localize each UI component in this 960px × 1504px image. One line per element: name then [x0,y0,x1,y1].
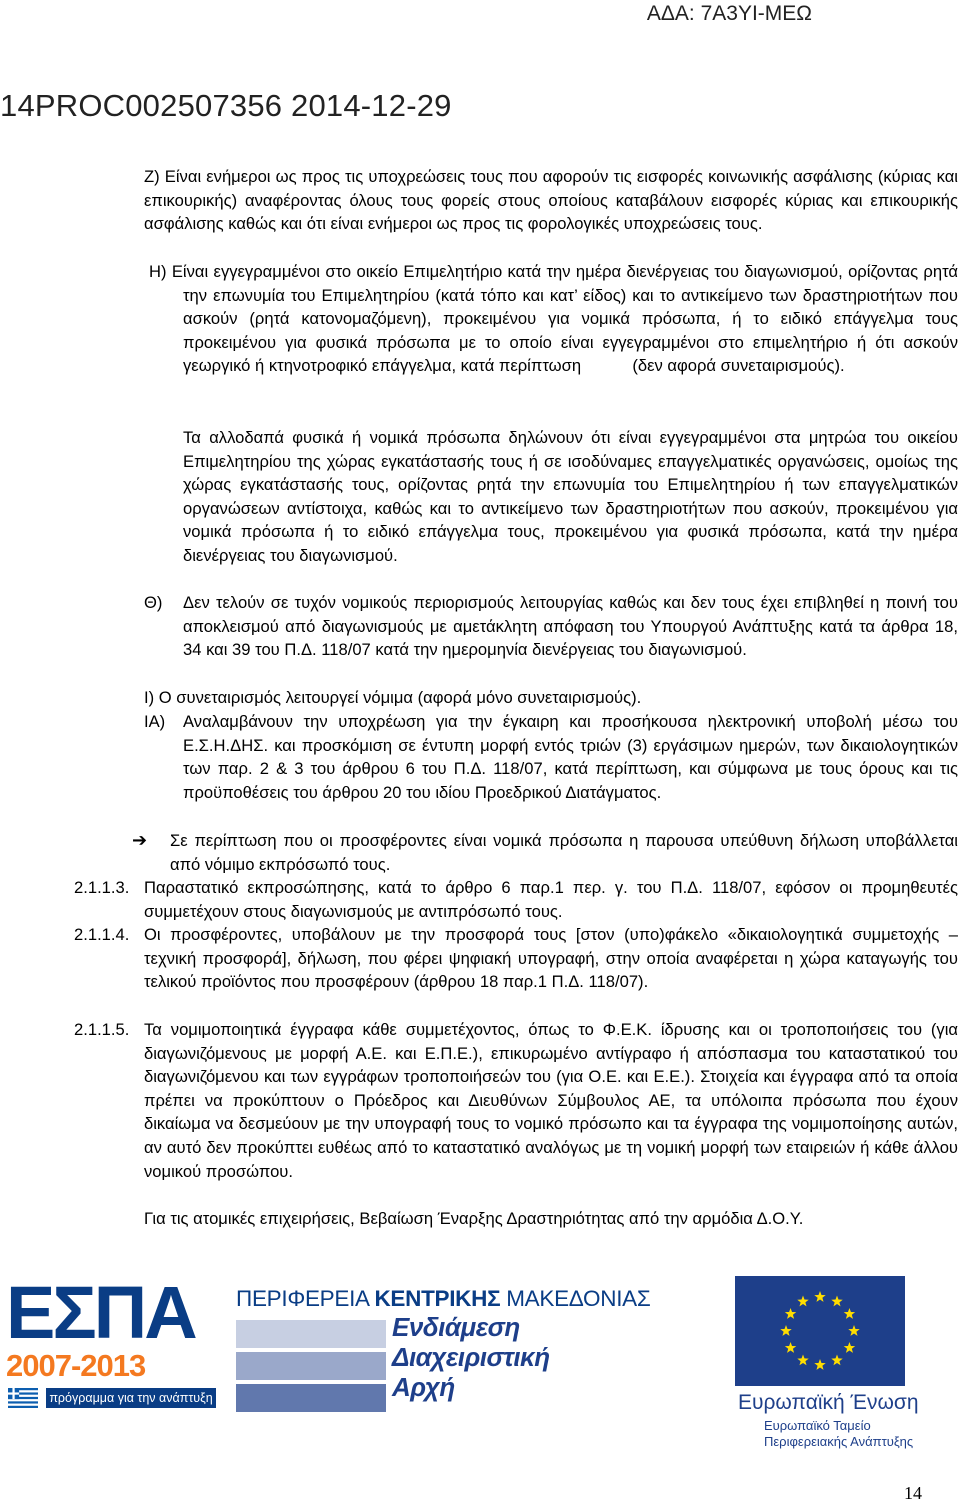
item-theta-label: Θ) [144,593,163,612]
eu-flag-icon [735,1276,905,1386]
item-i: Ι) Ο συνεταιρισμός λειτουργεί νόμιμα (αφορά μόνο συνεταιρισμούς). [144,688,642,707]
item-z: Ζ) Είναι ενήμεροι ως προς τις υποχρεώσεις τους που αφορούν τις εισφορές κοινωνικής ασφάλισης (κύριας και επικουρικής) αναφέροντας όλους τους φορείς στους οποίους καταβάλουν εισφορές κύριας και επικουρικής ασφάλισης καθώς και ότι είναι ενήμεροι ως προς τις φορολογικές υποχρεώσεις τους. [144,167,958,234]
espa-tagline: πρόγραμμα για την ανάπτυξη [46,1388,216,1408]
item-h-text: Η) Είναι εγγεγραμμένοι στο οικείο Επιμελητήριο κατά την ημέρα διενέργειας του διαγωνισμού, ορίζοντας ρητά την επωνυμία του Επιμελητηρίου (κατά τόπο και κατ’ είδος) και το αντικείμενο των δραστηριοτήτων που ασκούν (ρητά κατονομαζόμενη), προκειμένου για νομικά πρόσωπα, ή το ειδικό επάγγελμα τους προκειμένου για φυσικά πρόσωπα με το οποίο είναι εγγεγραμμένοι στο επιμελητήριο ή ότι ασκούν γεωργικό ή κτηνοτροφικό επάγγελμα, κατά περίπτωση [149,262,958,376]
authority-line-2: Διαχειριστική [392,1342,550,1372]
region-title-a: ΠΕΡΙΦΕΡΕΙΑ [236,1286,375,1311]
ada-code: ΑΔΑ: 7Α3ΥΙ-ΜΕΩ [646,2,812,25]
section-number: 2.1.1.4. [74,925,130,944]
section-number: 2.1.1.3. [74,878,130,897]
logo-strip [0,1271,960,1449]
authority-logo-icon [236,1318,386,1414]
region-title-c: ΜΑΚΕΔΟΝΙΑΣ [500,1286,651,1311]
section-number: 2.1.1.5. [74,1020,130,1039]
authority-line-1: Ενδιάμεση [392,1312,520,1342]
authority-line-3: Αρχή [392,1372,455,1402]
espa-logo: ΕΣΠΑ [6,1271,195,1354]
procurement-id: 14PROC002507356 2014-12-29 [0,88,452,123]
item-h-end: συνεταιρισμούς). [720,356,845,376]
page-number: 14 [904,1483,922,1503]
item-theta: Δεν τελούν σε τυχόν νομικούς περιορισμούς λειτουργίας καθώς και δεν τους έχει επιβληθεί η ποινή του αποκλεισμού από διαγωνισμούς με αμετάκλητη απόφαση του Υπουργού Ανάπτυξης κατά τα άρθρα 18, 34 και 39 του Π.Δ. 118/07 κατά την ημερομηνία διενέργειας του διαγωνισμού. [183,593,958,660]
greek-flag-icon [6,1388,40,1408]
arrow-icon: ➔ [132,830,148,850]
item-arrow: Σε περίπτωση που οι προσφέροντες είναι νομικά πρόσωπα η παρουσα υπεύθυνη δήλωση υποβάλλεται από νόμιμο εκπρόσωπό τους. [170,831,958,874]
eu-fund [764,1418,913,1450]
section-text: Οι προσφέροντες, υποβάλουν με την προσφορά τους [στον (υπο)φάκελο «δικαιολογητικά συμμετοχής – τεχνική προσφορά], δήλωση, που φέρει ψηφιακή υπογραφή, στην οποία αναφέρεται η χώρα καταγωγής του τελικού προϊόντος που προσφέρουν (άρθρου 18 παρ.1 Π.Δ. 118/07). [144,925,958,992]
region-title [236,1286,650,1312]
item-ia-label: ΙΑ) [144,712,166,731]
section-text: Παραστατικό εκπροσώπησης, κατά το άρθρο 6 παρ.1 περ. γ. του Π.Δ. 118/07, εφόσον οι προμηθευτές συμμετέχουν στους διαγωνισμούς με αντιπρόσωπό τους. [144,878,958,921]
espa-years: 2007-2013 [6,1348,146,1383]
eu-fund-line-2: Περιφερειακής Ανάπτυξης [764,1434,914,1449]
closing-text: Για τις ατομικές επιχειρήσεις, Βεβαίωση Έναρξης Δραστηριότητας από την αρμόδια Δ.Ο.Υ. [144,1209,804,1228]
item-ia: Αναλαμβάνουν την υποχρέωση για την έγκαιρη και προσήκουσα ηλεκτρονική υποβολή μέσω του Ε.Σ.Η.ΔΗΣ. και προσκόμιση σε έντυπη μορφή εντός τριών (3) εργάσιμων ημερών, των δικαιολογητικών των παρ. 2 & 3 του άρθρου 6 του Π.Δ. 118/07, κατά περίπτωση, και σύμφωνα με τους όρους και τις προϋποθέσεις του άρθρου 20 του ιδίου Προεδρικού Διατάγματος. [183,712,958,802]
section-text: Τα νομιμοποιητικά έγγραφα κάθε συμμετέχοντος, όπως το Φ.Ε.Κ. ίδρυσης και οι τροποποιήσεις του (για διαγωνιζόμενους με μορφή Α.Ε. και Ε.Π.Ε.), επικυρωμένο αντίγραφο ή απόσπασμα του καταστατικού του διαγωνιζόμενου και των εγγράφων τροποποιήσεών του (για Ο.Ε. και Ε.Ε.). Στοιχεία και έγγραφα από τα οποία πρέπει να προκύπτουν ο Πρόεδρος και Διευθύνων Σύμβουλος ΑΕ, τα υπόλοιπα πρόσωπα που έχουν δικαίωμα να δεσμεύουν με την υπογραφή τους το νομικό πρόσωπο και τα έγγραφα της νομιμοποίησης αυτών, αν αυτό δεν προκύπτει ευθέως από το καταστατικό αναλόγως με τη νομική μορφή των εταιρειών ή κάθε άλλου νομικού προσώπου. [144,1020,958,1181]
item-h-foreign: Τα αλλοδαπά φυσικά ή νομικά πρόσωπα δηλώνουν ότι είναι εγγεγραμμένοι στα μητρώα του οικείου Επιμελητηρίου της χώρας εγκατάστασής τους ή σε ισοδύναμες επαγγελματικές οργανώσεις, ομοίως της χώρας εγκατάστασής τους, ορίζοντας ρητά την επωνυμία του Επιμελητηρίου ή των επαγγελματικών οργανώσεων αντίστοιχα, καθώς και το αντικείμενο των δραστηριοτήτων που ασκούν, προκειμένου για νομικά πρόσωπα ή το ειδικό επάγγελμα τους, προκειμένου για φυσικά πρόσωπα, κατά την ημέρα διενέργειας του διαγωνισμού. [183,428,958,565]
eu-fund-line-1: Ευρωπαϊκό Ταμείο [764,1418,871,1433]
eu-title: Ευρωπαϊκή Ένωση [738,1391,919,1414]
authority-name [392,1312,550,1402]
item-h-tail: (δεν αφορά [632,356,717,376]
region-title-b: ΚΕΝΤΡΙΚΗΣ [374,1286,501,1311]
item-h [149,260,958,378]
